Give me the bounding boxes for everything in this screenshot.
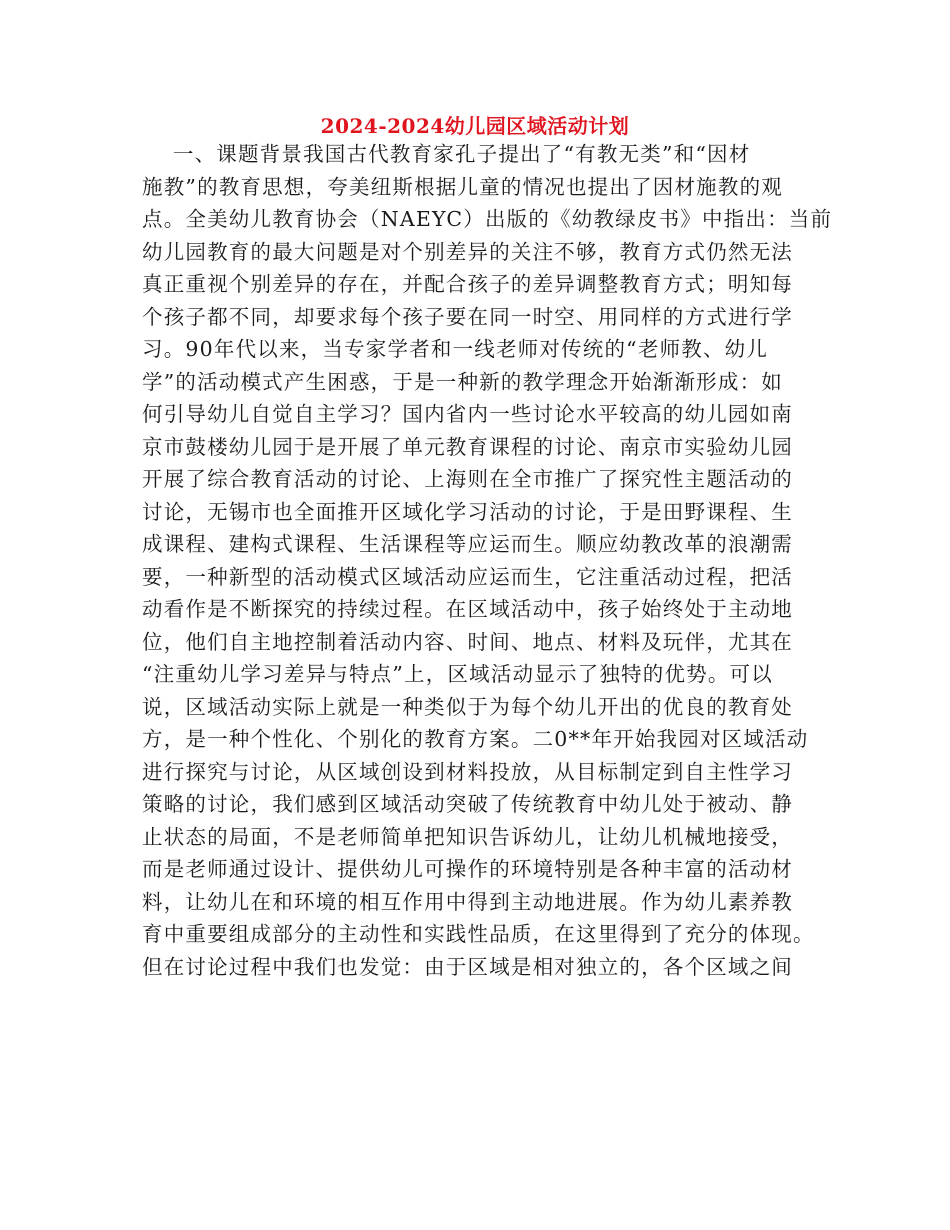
paragraph-line: 位，他们自主地控制着活动内容、时间、地点、材料及玩伴，尤其在 bbox=[142, 629, 793, 654]
paragraph-line: 进行探究与讨论，从区域创设到材料投放，从目标制定到自主性学习 bbox=[142, 759, 793, 784]
paragraph-line: 方，是一种个性化、个别化的教育方案。二0**年开始我园对区域活动 bbox=[142, 727, 809, 751]
paragraph-line: 何引导幼儿自觉自主学习？国内省内一些讨论水平较高的幼儿园如南 bbox=[142, 402, 793, 426]
document-body bbox=[142, 138, 833, 983]
paragraph-line: 但在讨论过程中我们也发觉：由于区域是相对独立的，各个区域之间 bbox=[142, 954, 793, 979]
paragraph-line: 策略的讨论，我们感到区域活动突破了传统教育中幼儿处于被动、静 bbox=[142, 792, 793, 816]
document-title: 2024-2024幼儿园区域活动计划 bbox=[320, 114, 630, 138]
paragraph-line: 开展了综合教育活动的讨论、上海则在全市推广了探究性主题活动的 bbox=[142, 467, 793, 491]
paragraph-line: 习。90年代以来，当专家学者和一线老师对传统的“老师教、幼儿 bbox=[142, 337, 769, 361]
paragraph-line: 讨论，无锡市也全面推开区域化学习活动的讨论，于是田野课程、生 bbox=[142, 499, 793, 524]
paragraph-line: 京市鼓楼幼儿园于是开展了单元教育课程的讨论、南京市实验幼儿园 bbox=[142, 434, 793, 459]
paragraph-line: “注重幼儿学习差异与特点”上，区域活动显示了独特的优势。可以 bbox=[142, 662, 773, 686]
paragraph-line: 施教”的教育思想，夸美纽斯根据儿童的情况也提出了因材施教的观 bbox=[142, 174, 783, 199]
paragraph-line: 而是老师通过设计、提供幼儿可操作的环境特别是各种丰富的活动材 bbox=[142, 857, 793, 881]
paragraph-line: 育中重要组成部分的主动性和实践性品质，在这里得到了充分的体现。 bbox=[142, 922, 815, 946]
paragraph-line: 一、课题背景我国古代教育家孔子提出了“有教无类”和“因材 bbox=[142, 142, 751, 166]
paragraph-line: 动看作是不断探究的持续过程。在区域活动中，孩子始终处于主动地 bbox=[142, 597, 793, 621]
paragraph-line: 说，区域活动实际上就是一种类似于为每个幼儿开出的优良的教育处 bbox=[142, 694, 793, 719]
paragraph-line: 点。全美幼儿教育协会（NAEYC）出版的《幼教绿皮书》中指出：当前 bbox=[142, 207, 833, 231]
paragraph-line: 料，让幼儿在和环境的相互作用中得到主动地进展。作为幼儿素养教 bbox=[142, 889, 793, 914]
paragraph-line: 止状态的局面，不是老师简单把知识告诉幼儿，让幼儿机械地接受， bbox=[142, 824, 793, 849]
paragraph-line: 个孩子都不同，却要求每个孩子要在同一时空、用同样的方式进行学 bbox=[142, 304, 793, 329]
paragraph-line: 学”的活动模式产生困惑，于是一种新的教学理念开始渐渐形成：如 bbox=[142, 369, 783, 394]
paragraph-line: 真正重视个别差异的存在，并配合孩子的差异调整教育方式；明知每 bbox=[142, 272, 793, 296]
paragraph-line: 成课程、建构式课程、生活课程等应运而生。顺应幼教改革的浪潮需 bbox=[142, 532, 793, 556]
paragraph-line: 要，一种新型的活动模式区域活动应运而生，它注重活动过程，把活 bbox=[142, 564, 793, 589]
paragraph-line: 幼儿园教育的最大问题是对个别差异的关注不够，教育方式仍然无法 bbox=[142, 239, 793, 264]
